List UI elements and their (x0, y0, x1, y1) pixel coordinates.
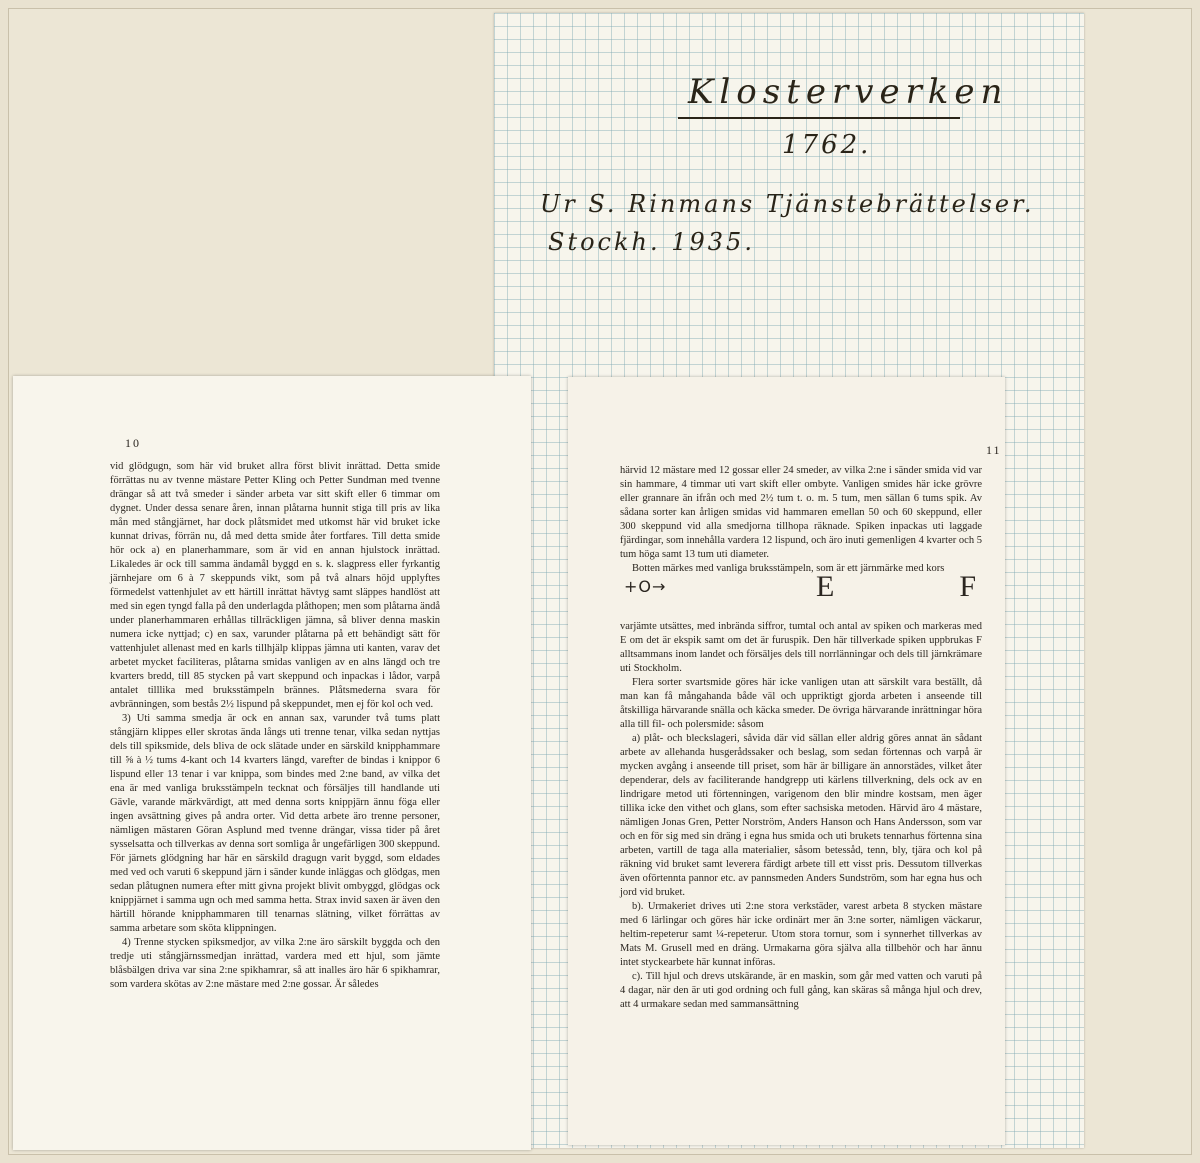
paragraph: b). Urmakeriet drives uti 2:ne stora verkstäder, varest arbeta 8 stycken mästare med 6 lärlingar och göres här icke ordinärt mer än 3:ne sorter, nämligen väckarur, heltim-repeterur samt ¼-repeterur. Utom stora tornur, som i synnerhet tillverkas av Mats M. Grusell med en dräng. Urmakarna göra själva alla tillbehör och har ännu intet styckearbete här kunnat införas. (620, 901, 982, 968)
letter-e-mark: E (816, 570, 835, 603)
brand-mark-row (620, 570, 982, 618)
page-text (620, 464, 982, 1012)
handwritten-year: 1762. (782, 130, 872, 160)
paragraph: c). Till hjul och drevs utskärande, är en maskin, som går med vatten och varuti på 4 dagar, när den är uti god ordning och full gång, kan skäras så många hjul och drev, att 4 urmakare sedan med sammansättning (620, 971, 982, 1010)
right-page (568, 377, 1005, 1145)
iron-brand-mark-icon: +O→ (624, 577, 667, 596)
paragraph: Flera sorter svartsmide göres här icke vanligen utan att särskilt vara beställt, då man kan få mångahanda både väl och uppriktigt gjorda arbeten i anseende till åtskilliga härvarande snälla och käcka smeder. De övriga härvarande inrättningar höra alla till fil- och polersmide: såsom (620, 677, 982, 730)
page-number: 10 (125, 436, 141, 450)
handwritten-source-line-2: Stockh. 1935. (548, 228, 755, 256)
paragraph: varjämte utsättes, med inbrända siffror, tumtal och antal av spiken och markeras med E om det är ekspik samt om det är furuspik. Den här tillverkade spiken uppbrukas F alltsammans inom landet och försäljes dels till norrlänningar och dels till järnkrämare uti Stockholm. (620, 621, 982, 674)
title-underline (678, 117, 960, 119)
page-number: 11 (986, 443, 1002, 457)
page-text (110, 460, 440, 992)
paragraph: 3) Uti samma smedja är ock en annan sax, varunder två tums platt stångjärn klippes eller skrotas ända långs uti trenne tenar, vilka sedan nyttjas dels till spiksmide, dels bliva de ock slätade under en särskild knipphammare till ⅝ à ½ tums 4-kant och 14 kvarters längd, varefter de bindas i knippor 6 lispund eller 13 tenar i var knippa, som bindes med 2:ne band, av vilka det ena är med vanliga bruksstämpeln tecknat och försäljes till handlande uti Gävle, varande märkvärdigt, att med denna sorts knippjärn ännu föga eller ingen avsättning gives på andra orter. Vid detta arbete äro trenne personer, nämligen mästaren Göran Asplund med tvenne drängar, vissa tider på året sysselsatta och tillverkas av denna sort somliga år ungefärligen 300 skeppund. För järnets glödgning har här en särskild dragugn varit byggd, som eldades med ved och varuti 6 skeppund järn i sänder kunde inläggas och glödgas, men sedan plåtugnen numera efter mitt givna projekt blivit ombyggd, glödgas ock knippjärnet i samma ugn och med samma hetta. Strax invid saxen är även den härtill hörande knipphammaren till tenarnas slätning, vilket förrättas av samma arbetare som sköta klippningen. (110, 713, 440, 934)
paragraph: Botten märkes med vanliga bruksstämpeln, som är ett järnmärke med kors (632, 563, 945, 574)
left-page (13, 376, 531, 1150)
handwritten-source-line-1: Ur S. Rinmans Tjänstebrättelser. (540, 190, 1035, 218)
paragraph: a) plåt- och bleckslageri, såvida där vid sällan eller aldrig göres annat än sådant arbete av allehanda husgerådssaker och beslag, som sedan förtennas och varpå är mycken avgång i anseende till priset, som här är billigare än annorstädes, vilket åter dependerar, dels av faciliterande handgrepp uti kärlens tillverkning, dels ock av en lindrigare metod uti förtenningen, varigenom den blir mindre kostsam, men äger tillika icke den vithet och glans, som efter sachsiska metoden. Härvid äro 4 mästare, nämligen Jonas Gren, Petter Norström, Anders Hanson och Hans Andersson, som var och en för sig med sin dräng i egna hus smida och uti brukets tennarhus förtenna sina arbeten, vartill de taga alla materialier, såsom betessåd, tenn, bly, tjära och kol på räkning vid bruket samt leverera färdigt arbete till ett visst pris. Dessutom tillverkas även oförtennta pannor etc. av pannsmeden Anders Sundström, som har egna hus och jord vid bruket. (620, 733, 982, 898)
paragraph: härvid 12 mästare med 12 gossar eller 24 smeder, av vilka 2:ne i sänder smida vid var sin hammare, 4 timmar uti vart skift eller ombyte. Vanligen smides här icke grövre eller grannare än ifrån och med 2½ tum t. o. m. 5 tum, men sällan 6 tums spik. Av sådana sorter kan årligen smidas vid hammaren emellan 50 och 60 skeppund, eller 300 skeppund vid alla smedjorna tillhopa räknade. Spiken inpackas uti laggade fjärdingar, som innehålla vardera 12 lispund, och äro inuti gemenligen 4 kvarter och 5 tum höga samt 13 tum uti diameter. (620, 465, 982, 560)
letter-f-mark: F (959, 570, 976, 603)
paragraph: 4) Trenne stycken spiksmedjor, av vilka 2:ne äro särskilt byggda och den tredje uti stångjärnssmedjan inrättad, vardera med ett hjul, som jämte blåsbälgen driva var sina 2:ne spikhamrar, så att inalles äro här 6 spikhamrar, som vardera skötas av 2:ne mästare med 2:ne gossar. Är således (110, 937, 440, 990)
handwritten-title: Klosterverken (688, 72, 1009, 112)
paragraph: vid glödgugn, som här vid bruket allra först blivit inrättad. Detta smide förrättas nu av tvenne mästare Petter Kling och Petter Sundman med tvenne drängar så att två smeder i sänder arbeta var sitt skift eller 6 timmar om dygnet. Under dessa senare åren, innan plåtarna hunnit stiga till pris av lika mån med stångjärnet, har dock plåtsmidet med utkomst här vid bruket icke kunnat drivas, förrän nu, då med detta smide åter fortfares. Till detta smide hör ock a) en planerhammare, som är vid en annan hjulstock inrättad. Likaledes är ock till samma ändamål byggd en s. k. slagpress eller fyrkantig järnhejare om 6 à 7 skeppunds vikt, som på två alnars höjd upplyftes förmedelst vattenhjulet av ett härtill inrättat hävtyg samt släppes handlöst att med sin egen tyngd falla på den underlagda plåthopen; men som plåtarna ändå under planerhammaren erhållas tillräckligen jämna, så bliver denna maskin numera icke nyttjad; c) en sax, varunder plåtarna på ett behändigt sätt för vattenhjulet allenast med en karls tillhjälp klippas jämna uti kanten, varav det arbetet mycket faciliteras, plåtarna smidas vanligen av en alns längd och tre kvarters bredd, till 85 stycken på vart skeppund och inpackas i lådor, varpå antalet tilllika med bruksstämpeln brännes. Plåtsmederna svara för avbränningen, som bestås 2½ lispund på skeppundet, men ej för kol och ved. (110, 461, 440, 710)
